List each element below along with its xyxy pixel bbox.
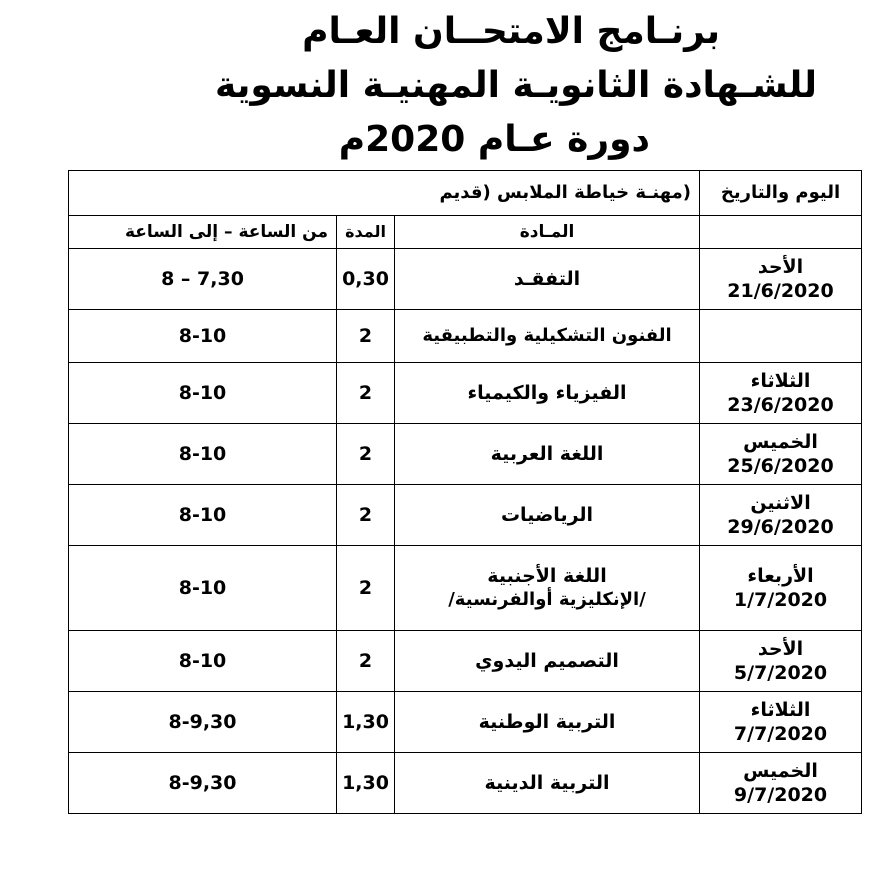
time-cell: 8-9,30 bbox=[69, 753, 337, 814]
table-row bbox=[69, 249, 862, 310]
day-name: الثلاثاء bbox=[750, 699, 811, 721]
duration-cell: 2 bbox=[337, 363, 395, 424]
duration-cell: 2 bbox=[337, 546, 395, 631]
duration-cell: 1,30 bbox=[337, 753, 395, 814]
day-name: الأربعاء bbox=[747, 565, 814, 587]
duration-cell: 2 bbox=[337, 485, 395, 546]
subject-cell: الفيزياء والكيمياء bbox=[395, 363, 700, 424]
header-empty-cell bbox=[700, 216, 862, 249]
table-row bbox=[69, 485, 862, 546]
page-title-line-1: برنـامج الامتحــان العـام bbox=[302, 11, 720, 52]
day-name: الأحد bbox=[757, 638, 804, 660]
duration-cell: 2 bbox=[337, 424, 395, 485]
exam-date: 25/6/2020 bbox=[727, 455, 834, 477]
subject-cell: الرياضيات bbox=[395, 485, 700, 546]
duration-cell: 2 bbox=[337, 310, 395, 363]
time-cell: 8-10 bbox=[69, 363, 337, 424]
time-cell: 8-10 bbox=[69, 631, 337, 692]
exam-date: 7/7/2020 bbox=[733, 723, 828, 745]
day-name: الخميس bbox=[743, 431, 818, 453]
subject-cell: التصميم اليدوي bbox=[395, 631, 700, 692]
subject-cell: اللغة العربية bbox=[395, 424, 700, 485]
time-cell: 8 – 7,30 bbox=[69, 249, 337, 310]
table-subheader-row bbox=[69, 216, 862, 249]
exam-date: 5/7/2020 bbox=[733, 662, 828, 684]
table-row bbox=[69, 692, 862, 753]
exam-date: 9/7/2020 bbox=[733, 784, 828, 806]
exam-date: 29/6/2020 bbox=[727, 516, 834, 538]
day-date-cell bbox=[700, 485, 862, 546]
duration-cell: 2 bbox=[337, 631, 395, 692]
table-row bbox=[69, 753, 862, 814]
day-date-cell bbox=[700, 363, 862, 424]
time-cell: 8-9,30 bbox=[69, 692, 337, 753]
time-cell: 8-10 bbox=[69, 424, 337, 485]
day-date-cell bbox=[700, 424, 862, 485]
day-name: الثلاثاء bbox=[750, 370, 811, 392]
subject-cell bbox=[395, 546, 700, 631]
header-duration: المدة bbox=[337, 216, 395, 249]
header-subject: المـادة bbox=[395, 216, 700, 249]
day-date-cell bbox=[700, 692, 862, 753]
subject-cell: التربية الدينية bbox=[395, 753, 700, 814]
header-day-date: اليوم والتاريخ bbox=[700, 171, 862, 216]
exam-date: 23/6/2020 bbox=[727, 394, 834, 416]
day-date-cell bbox=[700, 546, 862, 631]
day-name: الخميس bbox=[743, 760, 818, 782]
exam-date: 1/7/2020 bbox=[733, 589, 828, 611]
header-specialty: (مهنـة خياطة الملابس (قديم bbox=[69, 171, 700, 216]
day-name: الأحد bbox=[757, 256, 804, 278]
subject-cell: التفقـد bbox=[395, 249, 700, 310]
table-row bbox=[69, 546, 862, 631]
table-row bbox=[69, 424, 862, 485]
time-cell: 8-10 bbox=[69, 310, 337, 363]
exam-date: 21/6/2020 bbox=[727, 280, 834, 302]
subject-name: اللغة الأجنبية bbox=[487, 565, 607, 587]
day-date-cell bbox=[700, 249, 862, 310]
subject-cell: الفنون التشكيلية والتطبيقية bbox=[395, 310, 700, 363]
day-name: الاثنين bbox=[750, 492, 811, 514]
exam-schedule-table bbox=[68, 170, 862, 814]
duration-cell: 0,30 bbox=[337, 249, 395, 310]
day-date-cell bbox=[700, 310, 862, 363]
header-time: من الساعة – إلى الساعة bbox=[69, 216, 337, 249]
day-date-cell bbox=[700, 631, 862, 692]
page-title-line-2: للشـهادة الثانويـة المهنيـة النسوية bbox=[215, 65, 817, 106]
duration-cell: 1,30 bbox=[337, 692, 395, 753]
table-header-row bbox=[69, 171, 862, 216]
subject-cell: التربية الوطنية bbox=[395, 692, 700, 753]
time-cell: 8-10 bbox=[69, 485, 337, 546]
time-cell: 8-10 bbox=[69, 546, 337, 631]
table-row bbox=[69, 310, 862, 363]
day-date-cell bbox=[700, 753, 862, 814]
table-row bbox=[69, 631, 862, 692]
subject-detail: /الإنكليزية أوالفرنسية/ bbox=[448, 589, 646, 610]
table-row bbox=[69, 363, 862, 424]
page-title-line-3: دورة عـام 2020م bbox=[338, 119, 650, 160]
